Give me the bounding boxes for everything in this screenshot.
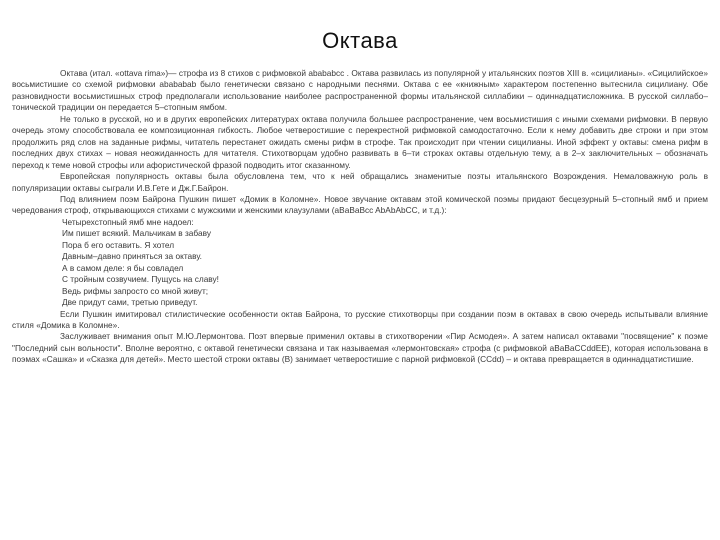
paragraph: Если Пушкин имитировал стилистические особенности октав Байрона, то русские стихотворцы при создании поэм в октавах в свою очередь испытывали влияние стиля «Домика в Коломне». xyxy=(12,308,708,330)
paragraph: Заслуживает внимания опыт М.Ю.Лермонтова. Поэт впервые применил октавы в стихотворении «Пир Асмодея». А затем написал октавами "посвящение" к поэме "Последний сын вольности". Вполне вероятно, с октавой генетически связана и так называемая «лермонтовская» строфа (с рифмовкой aBaBaCCddEE), которая использована в поэмах «Сашка» и «Сказка для детей». Место шестой строки октавы (B) занимает четверостишие с парной рифмовкой (CCdd) – и октава превращается в одиннадцатистишие. xyxy=(12,331,708,365)
verse-line: Давным–давно приняться за октаву. xyxy=(62,251,202,262)
paragraph: Европейская популярность октавы была обусловлена тем, что к ней обращались знаменитые поэты итальянского Возрождения. Немаловажную роль в популяризации октавы сыграли И.В.Гете и Дж.Г.Байрон. xyxy=(12,171,708,193)
verse-line: Ведь рифмы запросто со мной живут; xyxy=(62,285,209,296)
page-title: Октава xyxy=(322,28,398,53)
verse-line: А в самом деле: я бы совладел xyxy=(62,262,184,273)
document-body xyxy=(12,68,708,366)
verse-line: Две придут сами, третью приведут. xyxy=(62,297,198,308)
verse-line: С тройным созвучием. Пущусь на славу! xyxy=(62,274,219,285)
verse-line: Им пишет всякий. Мальчикам в забаву xyxy=(62,228,211,239)
paragraph: Под влиянием поэм Байрона Пушкин пишет «Домик в Коломне». Новое звучание октавам этой комической поэмы придают бесцезурный 5–стопный ямб и прием чередования строф, открывающихся стихами с мужскими и женскими клаузулами (aBaBaBcc AbAbAbCC, и т.д.): xyxy=(12,193,708,216)
paragraph: Октава (итал. «ottava rima»)— строфа из 8 стихов с рифмовкой abababcc . Октава развилась из популярной у итальянских поэтов XIII в. «сицилианы». «Сицилийское» восьмистишие со схемой рифмовки abababab было генетически связано с народными песнями. Октава с ее «книжным» характером постепенно вытеснила сицилиану. Обе разновидности восьмистишных строф предполагали использование наиболее распространенной формы итальянской силлабики – одиннадцатисложника. В русской силлабо–тонической традиции он передается 5–стопным ямбом. xyxy=(12,68,708,113)
verse-line: Пора б его оставить. Я хотел xyxy=(62,239,175,250)
paragraph: Не только в русской, но и в других европейских литературах октава получила большее распространение, чем восьмистишия с иными схемами рифмовки. В первую очередь этому способствовала ее композиционная гибкость. Любое четверостишие с перекрестной рифмовкой самодостаточно. Если к нему добавить две строки и при этом продолжить ряд слов на заданные рифмы, читатель перестанет ожидать смены рифм в строфе. Так происходит при чтении сицилианы. Иной эффект у октавы: смена рифм в последних двух стихах – новая неожиданность для читателя. Стихотворцам удобно развивать в 6–ти строках октавы отдельную тему, а в 2–х заключительных – обозначать переход к теме новой строфы или афористической фразой подводить итог сказанному. xyxy=(12,113,708,170)
verse-line: Четырехстопный ямб мне надоел: xyxy=(62,216,194,227)
